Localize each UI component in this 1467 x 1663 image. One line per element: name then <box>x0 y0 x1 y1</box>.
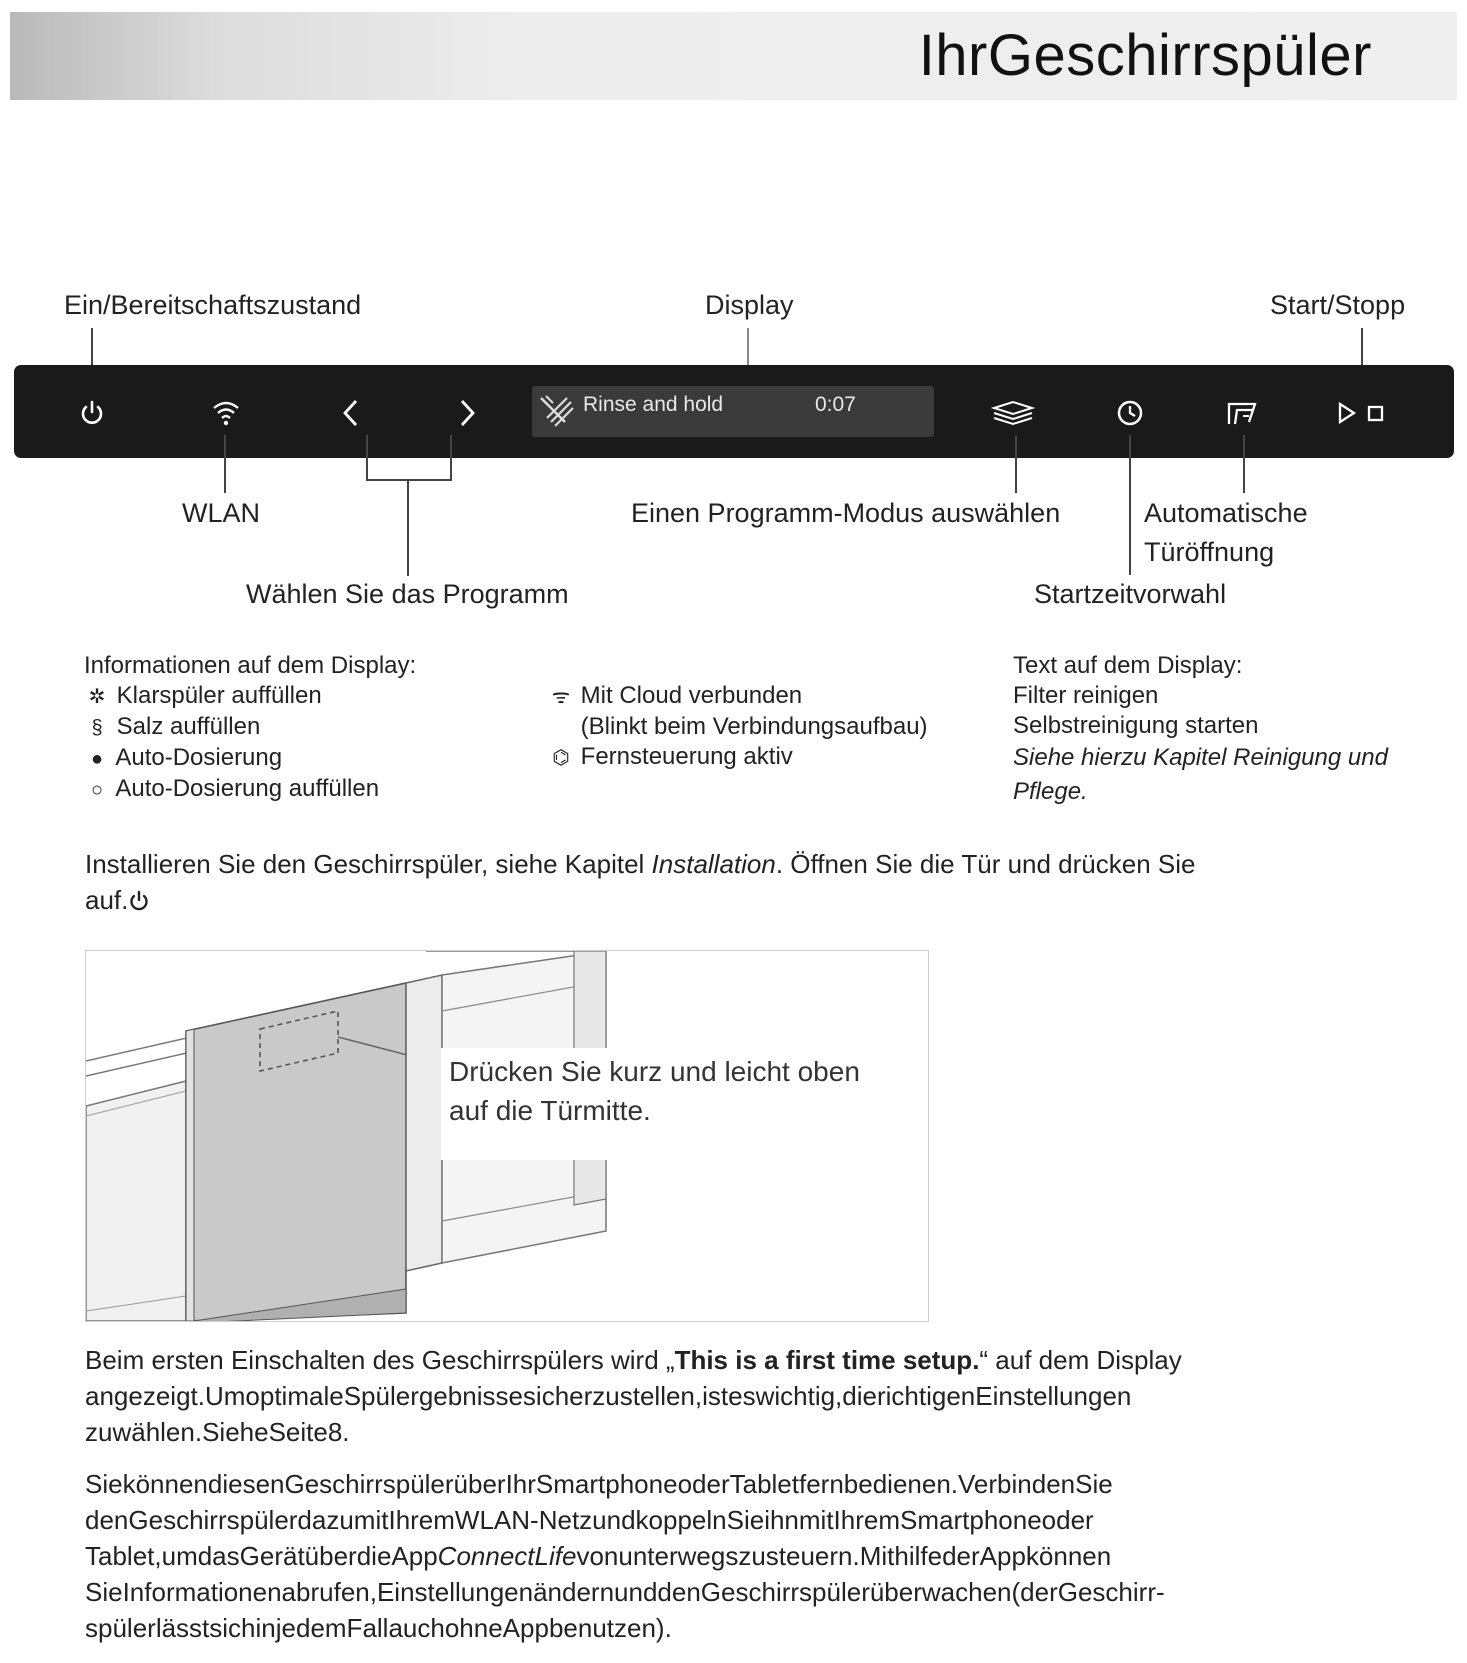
info-item: Filter reinigen <box>1013 682 1159 709</box>
drop-outline-icon: ○ <box>90 779 104 801</box>
callout-line-2: auf die Türmitte. <box>449 1095 651 1126</box>
stop-icon[interactable] <box>1367 405 1384 422</box>
info-note: Siehe hierzu Kapitel Reinigung und Pflege. <box>1013 744 1388 805</box>
bracket-bottom <box>366 479 452 481</box>
clock-icon[interactable] <box>1116 399 1144 427</box>
play-icon[interactable] <box>1337 401 1357 425</box>
info-col1-title: Informationen auf dem Display: <box>84 652 417 679</box>
remote-control-icon: ⌬ <box>552 747 570 769</box>
info-item: ᯤ Mit Cloud verbunden <box>548 681 928 712</box>
rinse-aid-icon: ✲ <box>88 686 106 708</box>
page-title: IhrGeschirrspüler <box>918 23 1372 88</box>
info-col3 <box>1013 651 1388 809</box>
label-auto-door-1: Automatische <box>1144 498 1308 528</box>
chevron-left-icon[interactable] <box>340 397 362 429</box>
label-power: Ein/Bereitschaftszustand <box>64 290 362 320</box>
leader-line-wlan <box>224 435 226 493</box>
program-mode-icon[interactable] <box>990 400 1036 426</box>
info-item: ✲ Klarspüler auffüllen <box>84 681 416 712</box>
chevron-right-icon[interactable] <box>456 397 478 429</box>
rinse-spray-icon <box>537 392 577 432</box>
power-icon[interactable] <box>78 399 106 427</box>
salt-icon: § <box>91 717 103 739</box>
display-program-name: Rinse and hold <box>583 393 724 416</box>
display-time: 0:07 <box>815 393 856 416</box>
install-paragraph: Installieren Sie den Geschirrspüler, siehe Kapitel Installation. Öffnen Sie die Tür und drücken Sie auf. <box>85 846 1385 921</box>
label-auto-door-2: Türöffnung <box>1144 537 1275 567</box>
door-callout <box>441 1048 868 1160</box>
leader-line-delay-start <box>1129 435 1131 575</box>
setup-paragraph: Beim ersten Einschalten des Geschirrspülers wird „This is a first time setup.“ auf dem Display angezeigt.UmoptimaleSpülergebnissesicherzustellen,isteswichtig,dierichtigenEinstellungen zuwählen.SieheSeite8. <box>85 1345 1182 1447</box>
info-item: Selbstreinigung starten <box>1013 712 1259 739</box>
wifi-icon[interactable] <box>211 398 241 428</box>
label-wlan: WLAN <box>182 498 261 528</box>
label-choose-program: Wählen Sie das Programm <box>246 579 569 609</box>
info-item: ● Auto-Dosierung <box>84 743 416 774</box>
drop-filled-icon: ● <box>90 748 104 770</box>
leader-line-program <box>407 479 409 576</box>
label-display: Display <box>705 290 794 320</box>
remote-paragraph: SiekönnendiesenGeschirrspülerüberIhrSmartphoneoderTabletfernbedienen.VerbindenSie denGeschirrspülerdazumitIhremWLAN-NetzundkoppelnSieihnmitIhremSmartphoneoder Tablet,umdasGerätüberdieAppConnectLifevonunterwegszusteuern.MithilfederAppkönnen SieInformationenabrufen,EinstellungenändernunddenGeschirrspülerüberwachen(derGeschirr- spülerlässtsichinjedemFallauchohneAppbenutzen). <box>85 1469 1165 1643</box>
door-illustration <box>85 950 929 1322</box>
leader-line-auto-door <box>1243 435 1245 493</box>
bracket-right <box>450 435 452 480</box>
callout-line-1: Drücken Sie kurz und leicht oben <box>449 1056 860 1087</box>
bracket-left <box>366 435 368 480</box>
label-program-mode: Einen Programm-Modus auswählen <box>631 498 1061 528</box>
info-col2 <box>548 681 928 773</box>
info-item-sub: (Blinkt beim Verbindungsaufbau) <box>580 713 928 740</box>
power-inline-icon <box>128 885 150 921</box>
info-item: § Salz auffüllen <box>84 712 416 743</box>
label-delay-start: Startzeitvorwahl <box>1034 579 1227 609</box>
info-col1 <box>84 651 416 805</box>
auto-door-icon[interactable] <box>1225 400 1259 428</box>
cloud-wifi-icon: ᯤ <box>551 686 571 708</box>
leader-line-program-mode <box>1015 435 1017 493</box>
info-col3-title: Text auf dem Display: <box>1013 652 1243 679</box>
info-item: ○ Auto-Dosierung auffüllen <box>84 774 416 805</box>
info-item: ⌬ Fernsteuerung aktiv <box>548 742 928 773</box>
label-start-stop: Start/Stopp <box>1270 290 1406 320</box>
